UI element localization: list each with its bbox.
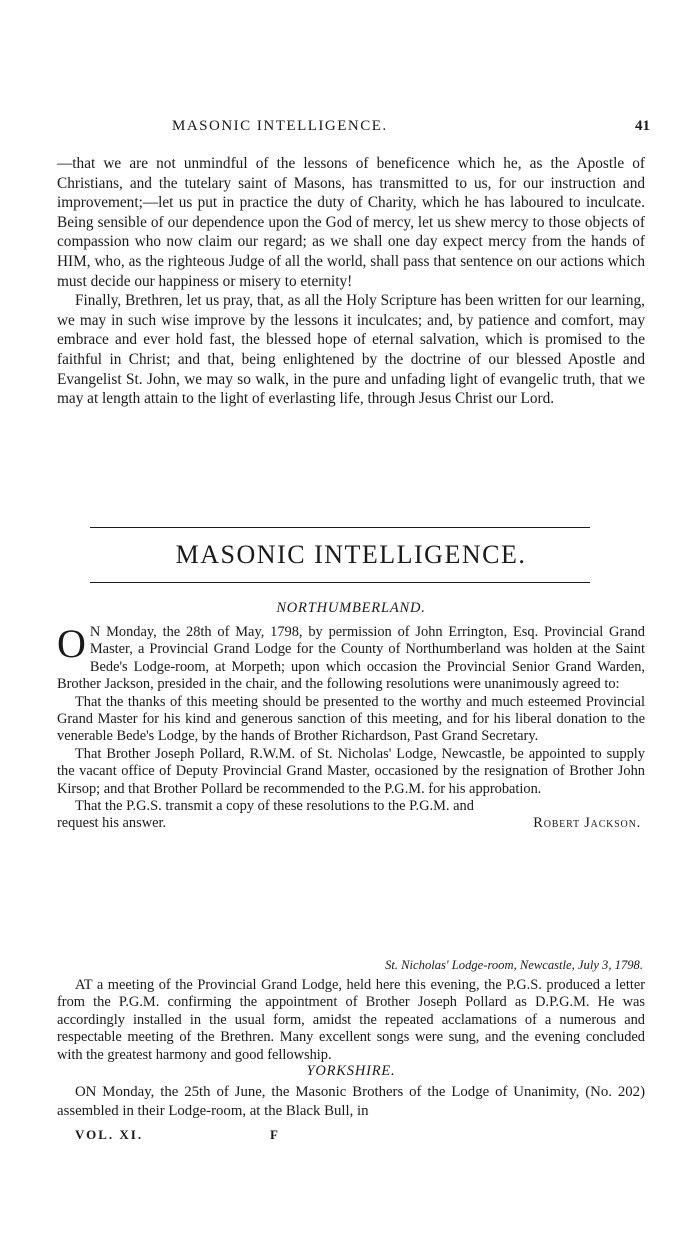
opening-text <box>57 154 645 409</box>
northumberland-report <box>57 621 645 833</box>
northumberland-paragraph-1-text: N Monday, the 28th of May, 1798, by permission of John Errington, Esq. Provincial Grand Master, a Provincial Grand Lodge for the County of Northumberland was holden at the Saint Bede's Lodge-room, at Morpeth; upon which occasion the Provincial Senior Grand Warden, Brother Jackson, presided in the chair, and the following resolutions were unanimously agreed to: <box>57 624 645 693</box>
running-title: MASONIC INTELLIGENCE. <box>172 118 388 134</box>
northumberland-paragraph-4-end: request his answer. <box>57 815 167 832</box>
opening-paragraph-2: Finally, Brethren, let us pray, that, as all the Holy Scripture has been written for our learning, we may in such wise improve by the lessons it inculcates; and, by patience and comfort, may embrace and ever hold fast, the blessed hope of eternal salvation, which is promised to the faithful in Christ; and that, being enlightened by the doctrine of our blessed Apostle and Evangelist St. John, we may so walk, in the pure and unfading light of evangelic truth, that we may at length attain to the light of everlasting life, through Jesus Christ our Lord. <box>57 292 645 408</box>
lodge-meeting-paragraph: AT a meeting of the Provincial Grand Lodge, held here this evening, the P.G.S. produced a letter from the P.G.M. confirming the appointment of Brother Joseph Pollard as D.P.G.M. He was accordingly installed in the usual form, amidst the repeated acclamations of a numerous and respectable meeting of the Brethren. Many excellent songs were sung, and the evening concluded with the greatest harmony and good fellowship. <box>57 977 645 1063</box>
page-number: 41 <box>635 118 650 134</box>
yorkshire-paragraph-1: ON Monday, the 25th of June, the Masonic Brothers of the Lodge of Unanimity, (No. 202) assembled in their Lodge-room, at the Black Bull, in <box>57 1084 645 1119</box>
subheading-yorkshire: YORKSHIRE. <box>306 1063 396 1079</box>
running-head <box>60 118 650 140</box>
yorkshire-report <box>57 1083 645 1121</box>
sheet-mark: F <box>270 1127 278 1142</box>
title-rule-top <box>90 527 590 528</box>
signature: Robert Jackson. <box>533 815 641 832</box>
drop-cap: O <box>57 621 86 666</box>
northumberland-paragraph-3: That Brother Joseph Pollard, R.W.M. of St. Nicholas' Lodge, Newcastle, be appointed to supply the vacant office of Deputy Provincial Grand Master, occasioned by the resignation of Brother John Kirsop; and that Brother Pollard be recommended to the P.G.M. for his approbation. <box>57 745 645 797</box>
volume-signature: VOL. XI. <box>75 1127 144 1142</box>
title-rule-bottom <box>90 582 590 583</box>
northumberland-paragraph-2: That the thanks of this meeting should be presented to the worthy and much esteemed Provincial Grand Master for his kind and generous sanction of this meeting, and for his liberal donation to the venerable Bede's Lodge, by the hands of Brother Richardson, Past Grand Secretary. <box>57 693 645 745</box>
northumberland-paragraph-1 <box>57 621 645 694</box>
lodge-meeting-report <box>57 977 645 1064</box>
dateline: St. Nicholas' Lodge-room, Newcastle, July 3, 1798. <box>385 958 643 972</box>
section-title: MASONIC INTELLIGENCE. <box>175 540 527 569</box>
northumberland-paragraph-4: That the P.G.S. transmit a copy of these resolutions to the P.G.M. and <box>75 798 474 815</box>
opening-paragraph-1: —that we are not unmindful of the lessons of beneficence which he, as the Apostle of Christians, and the tutelary saint of Masons, has transmitted to us, for our instruction and improvement;—let us put in practice the duty of Charity, which he has laboured to inculcate. Being sensible of our dependence upon the God of mercy, let us shew mercy to those objects of compassion who now claim our regard; as we shall one day expect mercy from the hands of HIM, who, as the righteous Judge of all the world, shall pass that sentence on our actions which must decide our happiness or misery to eternity! <box>57 155 645 290</box>
signature-line <box>57 815 645 833</box>
subheading-northumberland: NORTHUMBERLAND. <box>276 600 426 616</box>
